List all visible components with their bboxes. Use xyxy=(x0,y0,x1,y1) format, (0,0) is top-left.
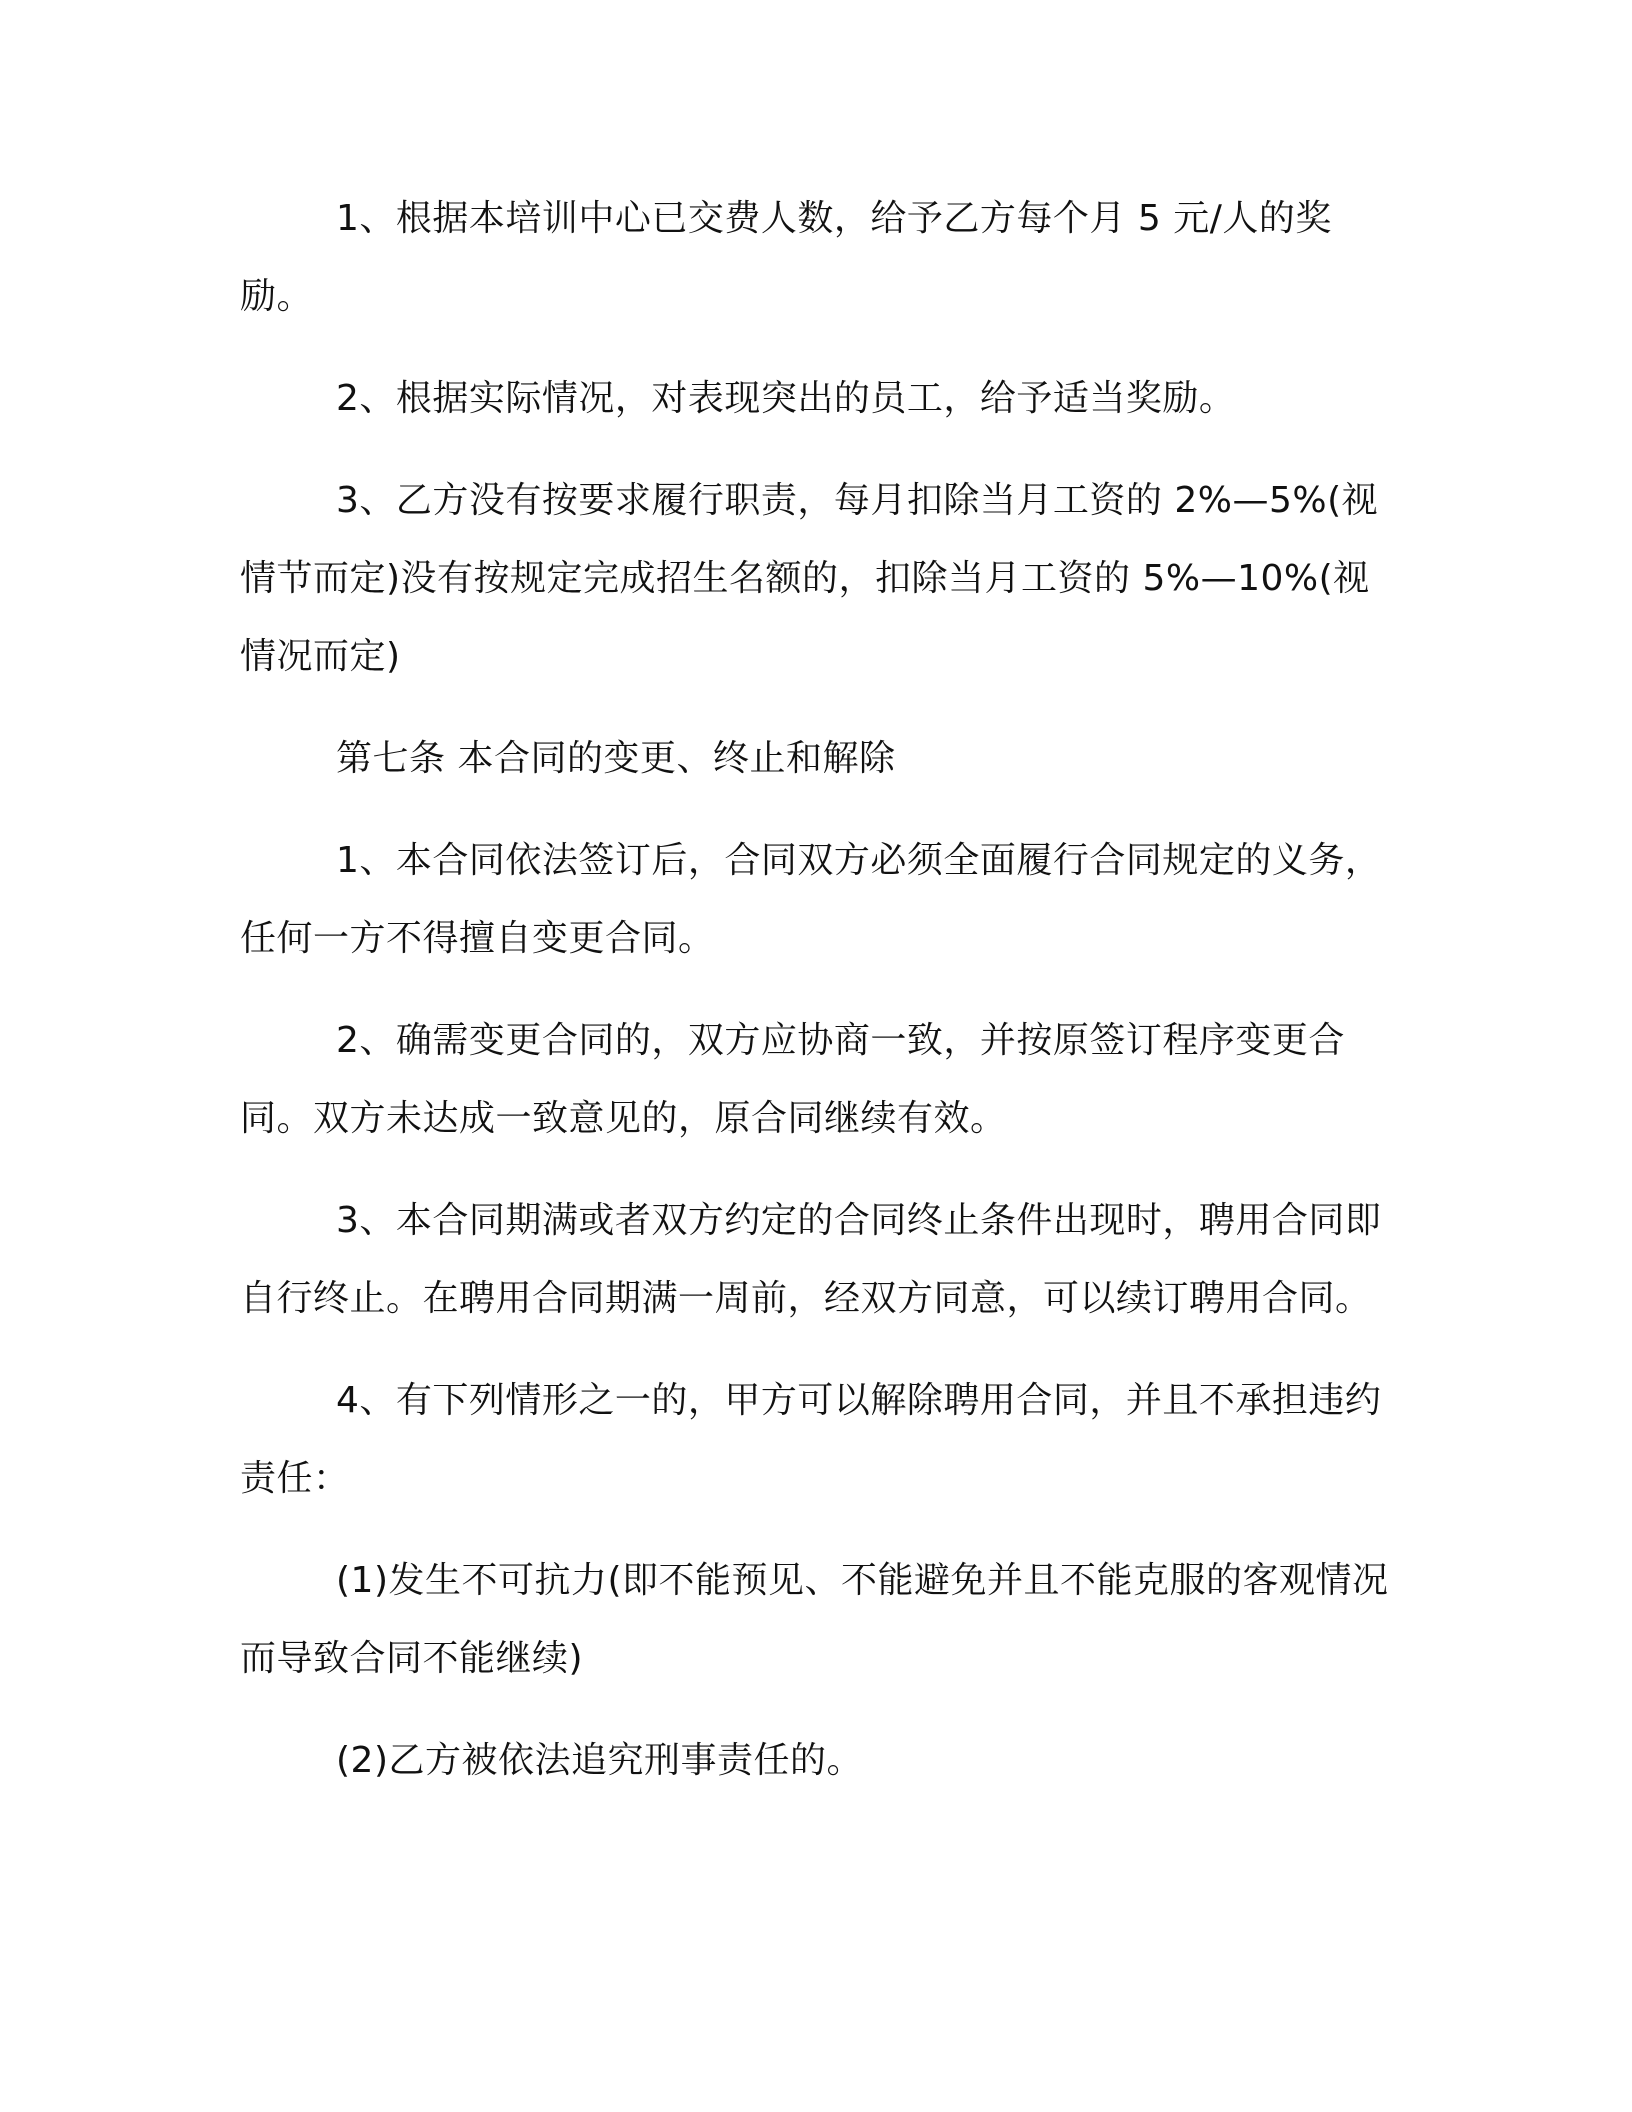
paragraph-contract-termination: 3、本合同期满或者双方约定的合同终止条件出现时，聘用合同即自行终止。在聘用合同期满一周前，经双方同意，可以续订聘用合同。 xyxy=(240,1200,1382,1319)
paragraph-contract-change: 2、确需变更合同的，双方应协商一致，并按原签订程序变更合同。双方未达成一致意见的，原合同继续有效。 xyxy=(240,1020,1345,1139)
paragraph-reward-per-student: 1、根据本培训中心已交费人数，给予乙方每个月 5 元/人的奖励。 xyxy=(240,198,1332,317)
paragraph-reward-outstanding: 2、根据实际情况，对表现突出的员工，给予适当奖励。 xyxy=(336,378,1236,419)
paragraph-contract-obligation: 1、本合同依法签订后，合同双方必须全面履行合同规定的义务，任何一方不得擅自变更合同。 xyxy=(240,840,1382,959)
document-body xyxy=(240,180,1392,1824)
paragraph-salary-deduction: 3、乙方没有按要求履行职责，每月扣除当月工资的 2%—5%(视情节而定)没有按规定完成招生名额的，扣除当月工资的 5%—10%(视情况而定) xyxy=(240,480,1379,677)
list-item-criminal-liability: (2)乙方被依法追究刑事责任的。 xyxy=(336,1740,863,1781)
paragraph-contract-dissolution: 4、有下列情形之一的，甲方可以解除聘用合同，并且不承担违约责任： xyxy=(240,1380,1382,1499)
section-heading-article-7: 第七条 本合同的变更、终止和解除 xyxy=(336,738,896,779)
list-item-force-majeure: (1)发生不可抗力(即不能预见、不能避免并且不能克服的客观情况而导致合同不能继续) xyxy=(240,1560,1389,1679)
